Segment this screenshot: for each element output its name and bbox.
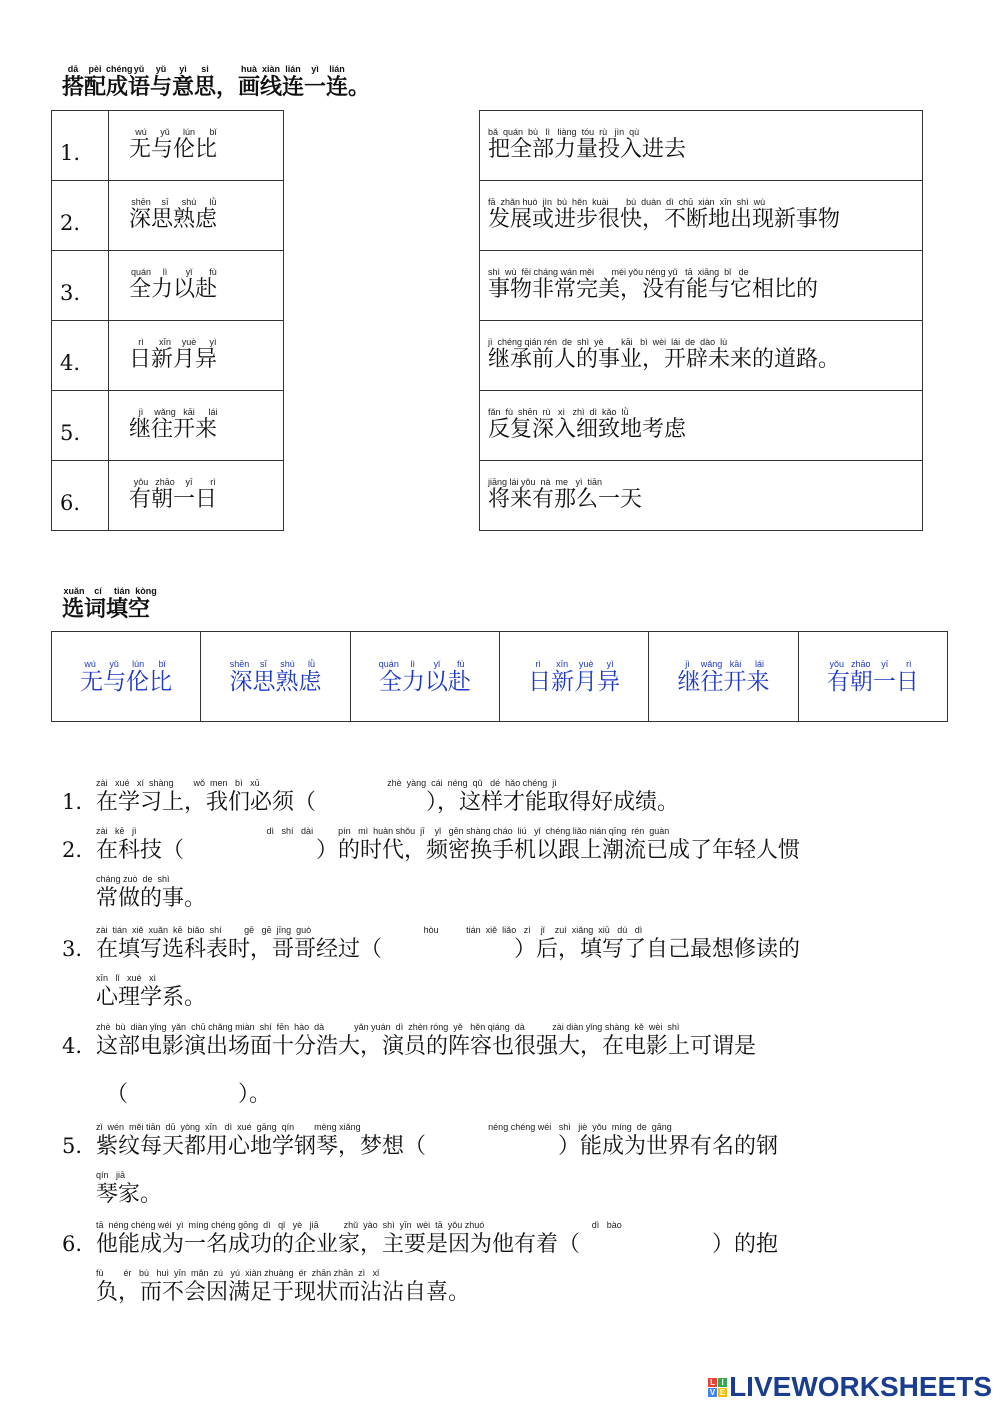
pinyin-syllable: yǐ bbox=[433, 658, 441, 669]
sentence-text[interactable]: 心理学系。 bbox=[96, 985, 207, 1010]
sentence-number: 5. bbox=[62, 1134, 83, 1158]
pinyin-syllable: quán bbox=[378, 658, 399, 669]
word-bank-text: 全力以赴 bbox=[378, 668, 471, 695]
meaning-row bbox=[480, 321, 923, 391]
meaning-cell[interactable] bbox=[480, 181, 923, 251]
pinyin-syllable: rì bbox=[138, 337, 144, 347]
pinyin-syllable: pèi bbox=[88, 64, 102, 74]
sentence-number: 3. bbox=[62, 937, 83, 961]
logo-mark-icon: L I V E bbox=[709, 1377, 726, 1397]
meaning-row bbox=[480, 251, 923, 321]
sentence-pinyin: zài xué xí shàng wǒ men bì xū zhè yàng cái néng qǔ dé hǎo chéng jì bbox=[96, 778, 557, 788]
word-bank-text: 有朝一日 bbox=[826, 668, 919, 695]
sentence-text[interactable]: （ ）。 bbox=[106, 1082, 272, 1107]
sentence-text[interactable]: 在科技（ ）的时代，频密换手机以跟上潮流已成了年轻人惯 bbox=[96, 838, 801, 863]
meaning-row bbox=[480, 461, 923, 531]
word-bank-item[interactable] bbox=[499, 632, 648, 722]
pinyin-syllable: lún bbox=[132, 658, 145, 669]
pinyin-syllable: jì bbox=[138, 407, 144, 417]
section1-title-pinyin bbox=[62, 64, 370, 74]
sentence-text[interactable]: 他能成为一名成功的企业家，主要是因为他有着（ ）的抱 bbox=[96, 1232, 779, 1257]
meaning-text: 发展或进步很快，不断地出现新事物 bbox=[488, 207, 841, 232]
sentence-text[interactable]: 紫纹每天都用心地学钢琴，梦想（ ）能成为世界有名的钢 bbox=[96, 1134, 779, 1159]
word-bank bbox=[51, 631, 948, 722]
pinyin-syllable: bǐ bbox=[158, 658, 166, 669]
word-bank-text: 无与伦比 bbox=[80, 668, 173, 695]
sentence-line bbox=[96, 874, 206, 912]
pinyin-syllable: chéng bbox=[106, 64, 133, 74]
meaning-text: 继承前人的事业，开辟未来的道路。 bbox=[488, 347, 841, 372]
sentence-number: 4. bbox=[62, 1034, 83, 1058]
sentence-text[interactable]: 在填写选科表时，哥哥经过（ ）后，填写了自己最想修读的 bbox=[96, 937, 801, 962]
meaning-pinyin: jiāng lái yǒu nà me yì tiān bbox=[488, 477, 603, 487]
pinyin-syllable: yǔ bbox=[133, 64, 145, 74]
idiom-number: 4. bbox=[60, 351, 81, 375]
sentence-number: 1. bbox=[62, 790, 83, 814]
idiom-text: 继往开来 bbox=[129, 417, 218, 442]
sentence-line bbox=[96, 826, 800, 864]
pinyin-syllable: wú bbox=[84, 658, 96, 669]
meaning-row bbox=[480, 181, 923, 251]
meaning-text: 反复深入细致地考虑 bbox=[488, 417, 687, 442]
pinyin-syllable: lǜ bbox=[307, 658, 315, 669]
pinyin-syllable: sī bbox=[161, 197, 169, 207]
meaning-cell[interactable] bbox=[480, 321, 923, 391]
pinyin-syllable: yǐ bbox=[185, 267, 193, 277]
section2-title: 选词填空 bbox=[62, 596, 151, 622]
section2-heading bbox=[62, 586, 158, 622]
sentence-text[interactable]: 在学习上，我们必须（ ），这样才能取得好成绩。 bbox=[96, 790, 680, 815]
sentence-pinyin: fù ér bù huì yīn mǎn zú yú xiàn zhuàng ér zhān zhān zì xǐ bbox=[96, 1268, 380, 1278]
meaning-cell[interactable] bbox=[480, 461, 923, 531]
word-bank-text: 深思熟虑 bbox=[229, 668, 322, 695]
sentence-line bbox=[96, 1268, 470, 1306]
meaning-pinyin: shì wù fēi cháng wán měi méi yǒu néng yǔ tā xiāng bǐ de bbox=[488, 267, 749, 277]
pinyin-syllable: yì bbox=[209, 337, 217, 347]
pinyin-syllable: rì bbox=[535, 658, 541, 669]
meaning-text: 事物非常完美，没有能与它相比的 bbox=[488, 277, 819, 302]
pinyin-syllable: kòng bbox=[135, 586, 157, 596]
meaning-text: 将来有那么一天 bbox=[488, 487, 643, 512]
pinyin-syllable: sī bbox=[259, 658, 267, 669]
idiom-number: 1. bbox=[60, 141, 81, 165]
pinyin-syllable: lì bbox=[162, 267, 168, 277]
pinyin-syllable: xuǎn bbox=[63, 586, 85, 596]
idiom-row bbox=[52, 181, 284, 251]
idiom-text: 全力以赴 bbox=[129, 277, 218, 302]
sentence-line bbox=[96, 925, 800, 963]
sentence-pinyin: zài kē jì dì shí dài pín mì huàn shǒu jī yǐ gēn shàng cháo liú yǐ chéng liǎo nián qīng rén guàn bbox=[96, 826, 670, 836]
idiom-row bbox=[52, 391, 284, 461]
idiom-row bbox=[52, 111, 284, 181]
pinyin-syllable: yǒu bbox=[829, 658, 845, 669]
sentence-line bbox=[96, 1022, 756, 1060]
word-bank-item[interactable] bbox=[798, 632, 947, 722]
pinyin-syllable: yǔ bbox=[160, 127, 170, 137]
word-bank-item[interactable] bbox=[649, 632, 798, 722]
idiom-row bbox=[52, 321, 284, 391]
pinyin-syllable: kāi bbox=[729, 658, 742, 669]
sentence-line bbox=[96, 973, 206, 1011]
pinyin-syllable: huà bbox=[240, 64, 257, 74]
pinyin-syllable: rì bbox=[906, 658, 912, 669]
idiom-cell[interactable] bbox=[109, 251, 284, 321]
sentence-pinyin bbox=[106, 1070, 271, 1082]
idiom-table bbox=[51, 110, 284, 531]
pinyin-syllable: xīn bbox=[556, 658, 569, 669]
sentence-text[interactable]: 这部电影演出场面十分浩大，演员的阵容也很强大，在电影上可谓是 bbox=[96, 1034, 757, 1059]
pinyin-syllable: rì bbox=[210, 477, 216, 487]
idiom-cell[interactable] bbox=[109, 181, 284, 251]
pinyin-syllable: lǜ bbox=[209, 197, 217, 207]
pinyin-syllable: jì bbox=[685, 658, 690, 669]
sentence-pinyin: xīn lǐ xué xì bbox=[96, 973, 157, 983]
section1-title: 搭配成语与意思，画线连一连。 bbox=[62, 74, 371, 100]
idiom-number: 6. bbox=[60, 491, 81, 515]
meaning-row bbox=[480, 391, 923, 461]
meaning-table bbox=[479, 110, 923, 531]
liveworksheets-logo bbox=[708, 1371, 992, 1403]
pinyin-syllable: yǔ bbox=[155, 64, 167, 74]
sentence-pinyin: qín jiā bbox=[96, 1170, 126, 1180]
meaning-pinyin: jì chéng qián rén de shì yè kāi bì wèi lái de dào lù bbox=[488, 337, 728, 347]
sentence-text[interactable]: 琴家。 bbox=[96, 1182, 163, 1207]
pinyin-syllable: yuè bbox=[578, 658, 594, 669]
pinyin-syllable: quán bbox=[130, 267, 152, 277]
pinyin-syllable: tián bbox=[113, 586, 130, 596]
sentence-pinyin: zǐ wén měi tiān dū yòng xīn dì xué gāng qín mèng xiǎng néng chéng wéi shì jiè yǒu míng de gāng bbox=[96, 1122, 672, 1132]
idiom-row bbox=[52, 251, 284, 321]
pinyin-syllable: lì bbox=[410, 658, 416, 669]
pinyin-syllable: si bbox=[201, 64, 209, 74]
pinyin-syllable: yì bbox=[606, 658, 614, 669]
sentence-number: 6. bbox=[62, 1232, 83, 1256]
pinyin-syllable: lái bbox=[208, 407, 218, 417]
pinyin-syllable bbox=[216, 64, 238, 74]
idiom-text: 日新月异 bbox=[129, 347, 218, 372]
meaning-cell[interactable] bbox=[480, 111, 923, 181]
pinyin-syllable: wú bbox=[135, 127, 147, 137]
pinyin-syllable: yī bbox=[881, 658, 889, 669]
pinyin-syllable: xīn bbox=[158, 337, 171, 347]
meaning-pinyin: fā zhǎn huò jìn bù hěn kuài bù duàn dì chū xiàn xīn shì wù bbox=[488, 197, 766, 207]
meaning-text: 把全部力量投入进去 bbox=[488, 137, 687, 162]
pinyin-syllable: dā bbox=[67, 64, 79, 74]
pinyin-syllable: lún bbox=[182, 127, 195, 137]
sentence-line bbox=[106, 1070, 271, 1108]
pinyin-syllable: cí bbox=[94, 586, 102, 596]
meaning-row bbox=[480, 111, 923, 181]
idiom-number: 2. bbox=[60, 211, 81, 235]
word-bank-item[interactable] bbox=[52, 632, 201, 722]
pinyin-syllable: zhāo bbox=[155, 477, 175, 487]
pinyin-syllable: lái bbox=[754, 658, 764, 669]
idiom-number: 5. bbox=[60, 421, 81, 445]
sentence-text[interactable]: 负，而不会因满足于现状而沾沾自喜。 bbox=[96, 1280, 471, 1305]
idiom-number: 3. bbox=[60, 281, 81, 305]
word-bank-text: 日新月异 bbox=[528, 668, 621, 695]
meaning-cell[interactable] bbox=[480, 391, 923, 461]
idiom-text: 有朝一日 bbox=[129, 487, 218, 512]
sentence-line bbox=[96, 1170, 162, 1208]
pinyin-syllable: wǎng bbox=[700, 658, 723, 669]
pinyin-syllable: bǐ bbox=[209, 127, 217, 137]
pinyin-syllable: fù bbox=[209, 267, 217, 277]
word-bank-item[interactable] bbox=[201, 632, 350, 722]
pinyin-syllable: yuè bbox=[181, 337, 197, 347]
pinyin-syllable: yǔ bbox=[109, 658, 119, 669]
sentence-pinyin: zài tián xiě xuǎn kē biǎo shí gē gē jīng guò hòu tián xiě liǎo zì jǐ zuì xiǎng xiū dú dì bbox=[96, 925, 643, 935]
pinyin-syllable: zhāo bbox=[851, 658, 871, 669]
pinyin-syllable: yī bbox=[185, 477, 193, 487]
idiom-cell[interactable] bbox=[109, 111, 284, 181]
sentence-number: 2. bbox=[62, 838, 83, 862]
pinyin-syllable: shú bbox=[280, 658, 295, 669]
idiom-text: 无与伦比 bbox=[129, 137, 218, 162]
pinyin-syllable: kāi bbox=[183, 407, 195, 417]
pinyin-syllable: yì bbox=[179, 64, 187, 74]
meaning-pinyin: bǎ quán bù lì liàng tóu rù jìn qù bbox=[488, 127, 640, 137]
sentence-line bbox=[96, 1122, 778, 1160]
pinyin-syllable: lián bbox=[329, 64, 345, 74]
sentence-pinyin: tā néng chéng wéi yì míng chéng gōng dì qǐ yè jiā zhǔ yào shì yīn wèi tā yǒu zhuó dì bào bbox=[96, 1220, 622, 1230]
word-bank-item[interactable] bbox=[350, 632, 499, 722]
pinyin-syllable: shēn bbox=[131, 197, 151, 207]
sentence-pinyin: cháng zuò de shì bbox=[96, 874, 170, 884]
pinyin-syllable: yǒu bbox=[133, 477, 149, 487]
logo-text: LIVEWORKSHEETS bbox=[729, 1371, 992, 1402]
pinyin-syllable: yì bbox=[311, 64, 319, 74]
pinyin-syllable: wǎng bbox=[154, 407, 176, 417]
sentence-pinyin: zhè bù diàn yǐng yǎn chū chǎng miàn shí fēn hào dà yǎn yuán dì zhèn róng yě hěn qiáng dà zài diàn yǐng shàng kě wèi shì bbox=[96, 1022, 680, 1032]
idiom-cell[interactable] bbox=[109, 391, 284, 461]
idiom-row bbox=[52, 461, 284, 531]
sentence-text[interactable]: 常做的事。 bbox=[96, 886, 207, 911]
word-bank-text: 继往开来 bbox=[677, 668, 770, 695]
pinyin-syllable: shú bbox=[181, 197, 197, 207]
meaning-pinyin: fǎn fù shēn rù xì zhì dì kǎo lǜ bbox=[488, 407, 629, 417]
sentence-line bbox=[96, 1220, 778, 1258]
section2-title-pinyin bbox=[62, 586, 158, 596]
pinyin-syllable: shēn bbox=[229, 658, 250, 669]
idiom-cell[interactable] bbox=[109, 321, 284, 391]
sentence-line bbox=[96, 778, 679, 816]
idiom-cell[interactable] bbox=[109, 461, 284, 531]
pinyin-syllable: xiàn bbox=[261, 64, 280, 74]
idiom-text: 深思熟虑 bbox=[129, 207, 218, 232]
meaning-cell[interactable] bbox=[480, 251, 923, 321]
pinyin-syllable: lián bbox=[285, 64, 301, 74]
section1-heading bbox=[62, 64, 370, 100]
pinyin-syllable: fù bbox=[457, 658, 465, 669]
